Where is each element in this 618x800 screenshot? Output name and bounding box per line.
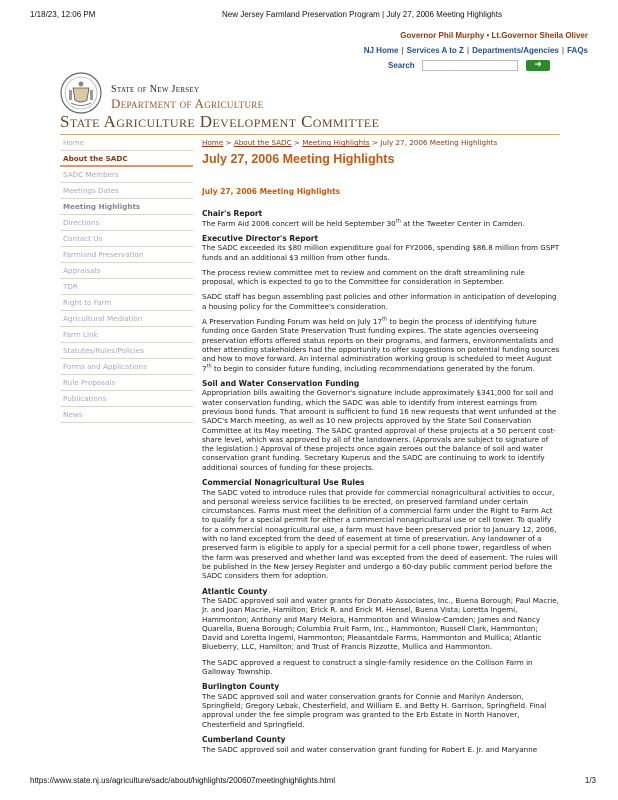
breadcrumb-home[interactable]: Home	[202, 138, 224, 147]
paragraph: The SADC approved soil and water conservation grant funding for Robert E. Jr. and Maryanne	[202, 744, 538, 754]
sidebar-item-farmland-preservation[interactable]: Farmland Preservation	[60, 247, 193, 263]
paragraph: The process review committee met to review and comment on the draft streamlining rule proposal, which is expected to go to the Committee for consideration in September.	[202, 267, 525, 287]
paragraph: A Preservation Funding Forum was held on July 17th to begin the process of identifying future funding once Garden State Preservation Trust funding expires. The state agencies overseeing preservation efforts offered status reports on their programs, and farmers, environmentalists and other attending stakeholders had the opportunity to offer suggestions on potential funding sources and how to move forward. An internal administration working group is scheduled to meet August 7th to begin to consider future funding, including recommendations generated by the forum.	[202, 316, 560, 373]
print-url: https://www.state.nj.us/agriculture/sadc/about/highlights/200607meetinghighlights.html	[30, 776, 336, 785]
search-input[interactable]	[422, 60, 518, 71]
print-title: New Jersey Farmland Preservation Program | July 27, 2006 Meeting Highlights	[222, 10, 502, 19]
paragraph: The SADC voted to introduce rules that provide for commercial nonagricultural activities to occur, and personal wireless service facilities to be erected, on preserved farmland under certain circumstances. Farms must meet the definition of a commercial farm under the Right to Farm Act to qualify for a special permit for either a commercial nonagricultural use or cell tower. To qualify for a commercial nonagricultural use, a farm must have been preserved prior to January 12, 2006, with no land excepted from the deed of easement at time of preservation. Any landowner of a preserved farm is eligible to apply for a special permit for a cell phone tower, regardless of when the farm was preserved and whether land was excepted from the deed of easement. The rules will be published in the New Jersey Register and undergo a 60-day public comment period before the SADC considers them for adoption.	[202, 487, 558, 581]
paragraph: The SADC approved soil and water conservation grants for Connie and Marilyn Anderson, Springfield; Gregory Lebak, Chesterfield, and William E. and Betty H. Garrison, Springfield. Final approval under the fee simple program was granted to the Erb Estate in North Hanover, Chesterfield and Springfield.	[202, 691, 547, 729]
faqs-link[interactable]: FAQs	[567, 46, 588, 55]
sidebar-item-rule-proposals[interactable]: Rule Proposals	[60, 375, 193, 391]
sidebar-item-appraisals[interactable]: Appraisals	[60, 263, 193, 279]
state-seal-icon	[60, 72, 102, 114]
section-heading: Soil and Water Conservation Funding	[202, 378, 360, 388]
breadcrumb-highlights[interactable]: Meeting Highlights	[302, 138, 370, 147]
top-links: NJ Home | Services A to Z | Departments/Agencies | FAQs	[363, 46, 588, 55]
section-heading: Executive Director's Report	[202, 233, 319, 243]
article-body	[202, 204, 560, 760]
paragraph: The SADC exceeded its $80 million expenditure goal for FY2006, spending $86.8 million from GSPT funds and an additional $3 million from other funds.	[202, 243, 560, 262]
section-heading: Cumberland County	[202, 735, 286, 745]
section-heading: Burlington County	[202, 682, 280, 692]
services-link[interactable]: Services A to Z	[406, 46, 464, 55]
paragraph: The SADC approved soil and water grants for Donato Associates, Inc., Buena Borough; Paul Macrie, Jr. and Joan Macrie, Hamilton; Erick R. and Erick M. Hensel, Buena Vista; Loretta Ingemi, Hammonton; Anthony and Mary Melora, Hammonton and Winslow-Camden; James and Nancy Quarella, Buena Borough; Columbia Fruit Farm, Inc., Hammonton; Russell Clark, Hammonton; David and Loretta Ingemi, Hammonton; Pleasantdale Farms, Hammonton and Mullica; Atlantic Blueberry, LLC, Hamilton; and Trust of Francis Rizzotte, Mullica and Hammonton.	[202, 596, 559, 652]
sidebar-item-statutes[interactable]: Statutes/Rules/Policies	[60, 343, 193, 359]
search-label: Search	[388, 61, 415, 70]
breadcrumb-about[interactable]: About the SADC	[233, 138, 292, 147]
arrow-right-icon: ➜	[534, 60, 542, 70]
breadcrumb-current: July 27, 2006 Meeting Highlights	[380, 138, 498, 147]
sidebar-item-mediation[interactable]: Agricultural Mediation	[60, 311, 193, 327]
print-datetime: 1/18/23, 12:06 PM	[30, 10, 96, 19]
print-header	[30, 10, 596, 22]
sidebar-item-members[interactable]: SADC Members	[60, 167, 193, 183]
search-bar	[388, 60, 588, 72]
section-heading: Chair's Report	[202, 209, 263, 218]
sidebar-item-forms[interactable]: Forms and Applications	[60, 359, 193, 375]
search-go-button[interactable]	[526, 60, 550, 71]
main-content	[202, 138, 560, 754]
paragraph: The SADC approved a request to construct a single-family residence on the Collison Farm in Galloway Township.	[202, 657, 533, 677]
page-subtitle: July 27, 2006 Meeting Highlights	[202, 187, 341, 196]
paragraph: SADC staff has begun assembling past policies and other information in anticipation of developing a housing policy for the Committee's consideration.	[202, 292, 557, 311]
sidebar-item-tdr[interactable]: TDR	[60, 279, 193, 295]
page-title: July 27, 2006 Meeting Highlights	[202, 152, 395, 166]
sidebar-item-meeting-highlights[interactable]: Meeting Highlights	[60, 199, 193, 215]
governor-line: Governor Phil Murphy • Lt.Governor Sheila Oliver	[400, 31, 588, 40]
sidebar	[60, 135, 193, 423]
departments-link[interactable]: Departments/Agencies	[472, 46, 559, 55]
sidebar-item-meeting-dates[interactable]: Meetings Dates	[60, 183, 193, 199]
sidebar-item-contact[interactable]: Contact Us	[60, 231, 193, 247]
state-label: State of New Jersey	[111, 84, 200, 95]
paragraph: The Farm Aid 2006 concert will be held September 30th at the Tweeter Center in Camden.	[202, 218, 525, 228]
committee-title: State Agriculture Development Committee	[60, 112, 380, 131]
breadcrumb: Home > About the SADC > Meeting Highlights > July 27, 2006 Meeting Highlights	[202, 138, 498, 147]
paragraph: Appropriation bills awaiting the Governor's signature include approximately $341,000 for soil and water conservation funding, which the SADC was able to identify from interest earnings from previous bond funds. That amount is sufficient to fund 16 new requests that went unfunded at the SADC's March meeting, as well as 10 new projects approved by the State Soil Conservation Committee at its May meeting. The SADC granted approval of these projects at a 50 percent cost-share level, which was approved by all of the landowners. (Approvals are subject to signature of the legislation.) Approval of these projects once again zeroes out the balance of soil and water conservation grant funding. Secretary Kuperus and the SADC are continuing to work to identify additional sources of funding for these projects.	[202, 388, 557, 472]
sidebar-item-news[interactable]: News	[60, 407, 193, 423]
sidebar-item-directions[interactable]: Directions	[60, 215, 193, 231]
sidebar-item-home[interactable]: Home	[60, 135, 193, 151]
nj-home-link[interactable]: NJ Home	[363, 46, 399, 55]
sidebar-item-right-to-farm[interactable]: Right to Farm	[60, 295, 193, 311]
section-heading: Commercial Nonagricultural Use Rules	[202, 478, 365, 488]
print-page-number: 1/3	[584, 776, 596, 785]
sidebar-item-farm-link[interactable]: Farm Link	[60, 327, 193, 343]
department-label: Department of Agriculture	[111, 96, 264, 111]
sidebar-item-publications[interactable]: Publications	[60, 391, 193, 407]
section-heading: Atlantic County	[202, 586, 268, 596]
print-footer	[30, 776, 596, 788]
sidebar-item-about[interactable]: About the SADC	[60, 151, 193, 167]
